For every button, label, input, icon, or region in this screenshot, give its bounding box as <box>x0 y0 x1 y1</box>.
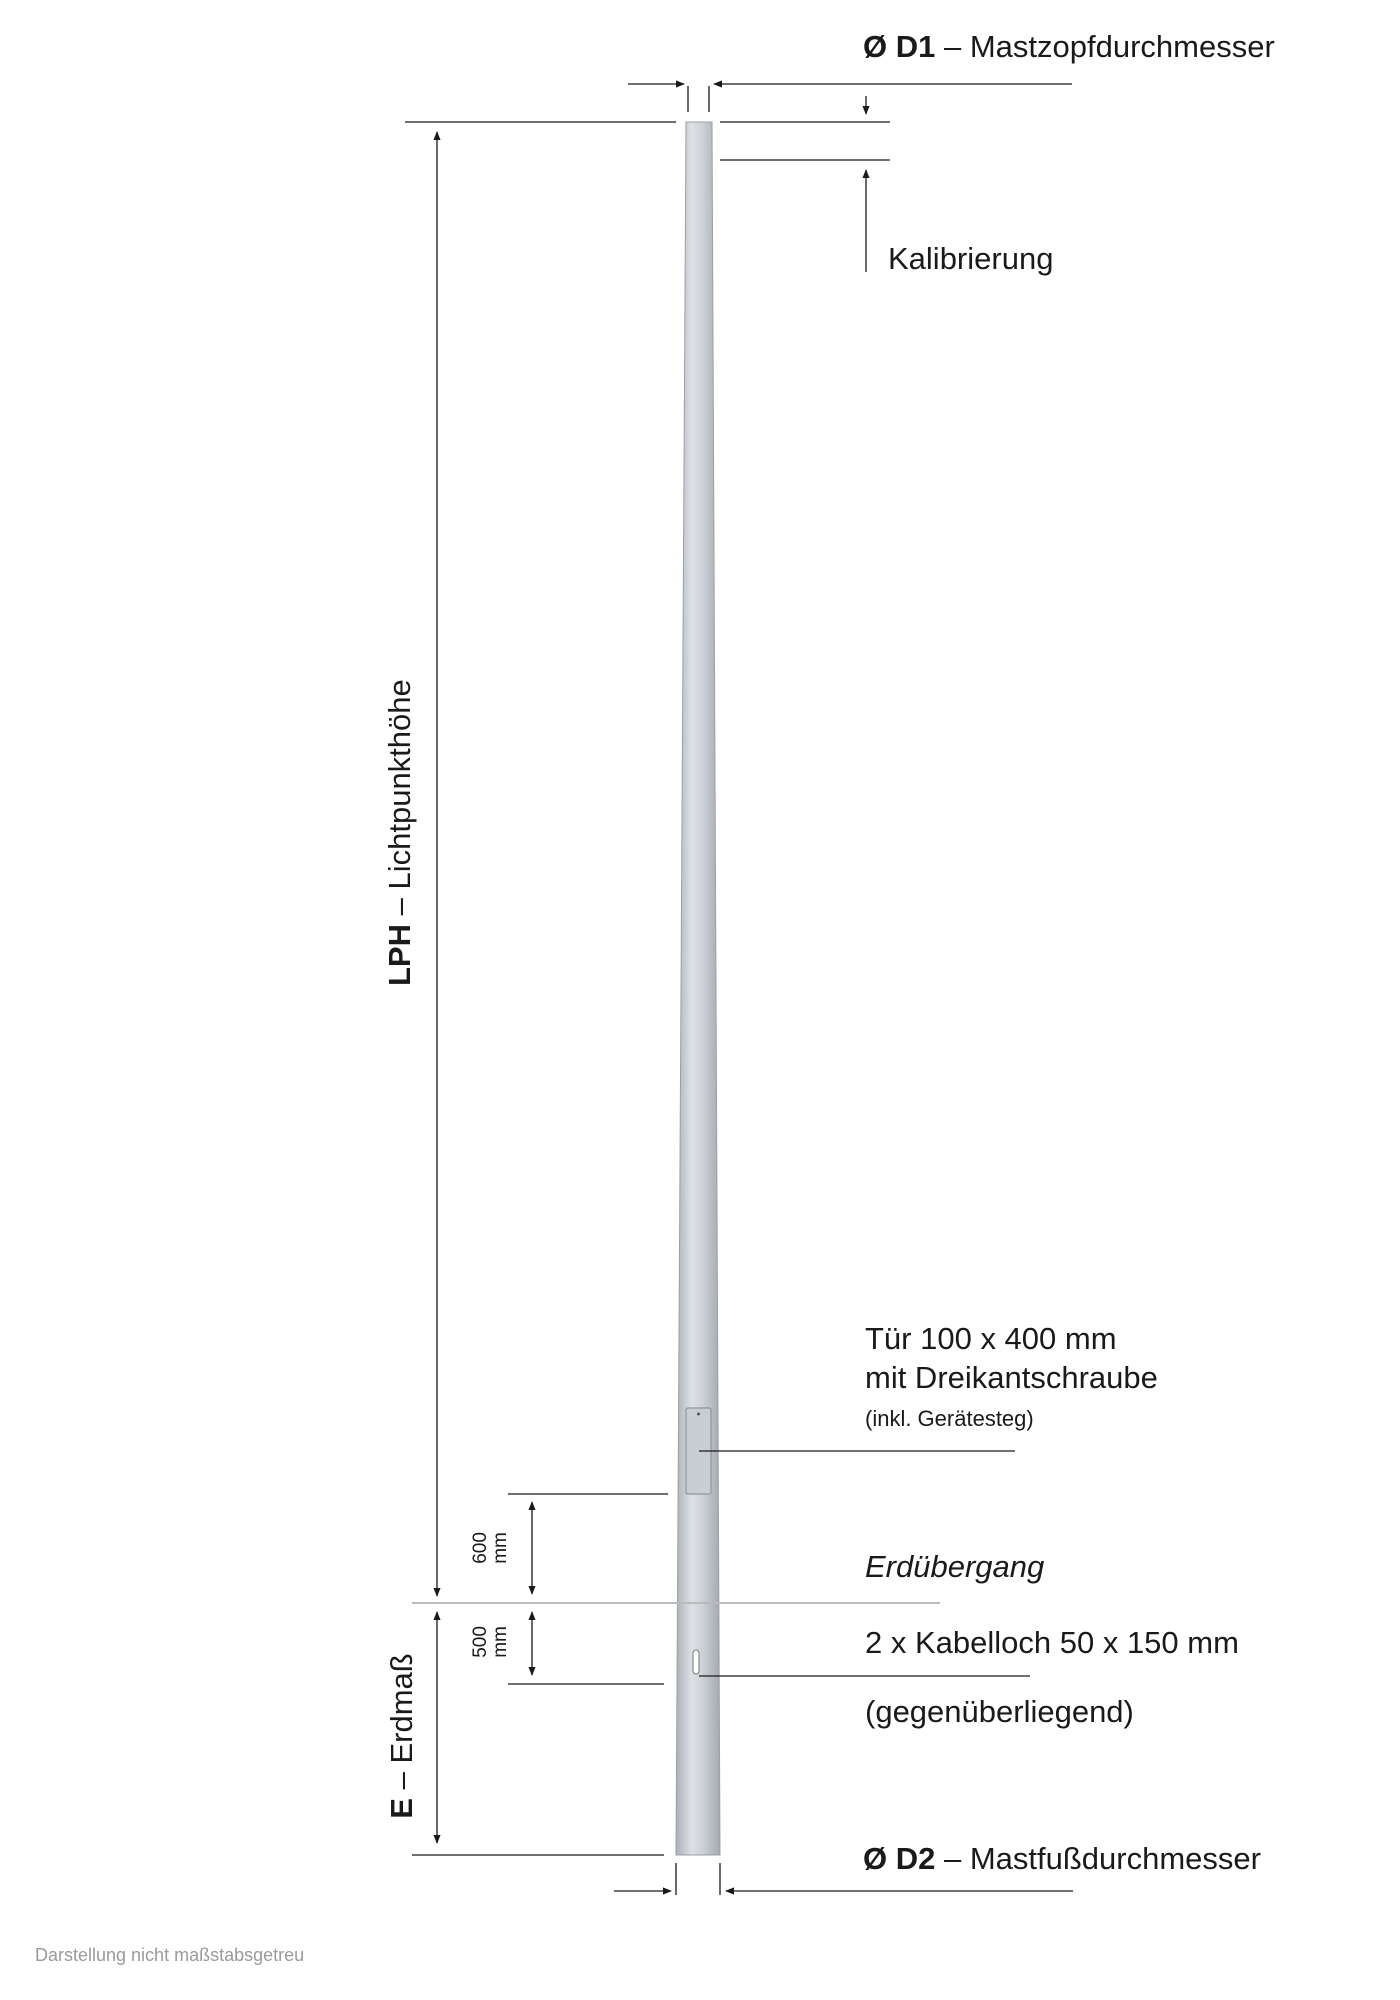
scale-disclaimer: Darstellung nicht maßstabsgetreu <box>35 1945 305 1965</box>
e-symbol: E <box>384 1798 419 1819</box>
lph-symbol: LPH <box>382 924 417 986</box>
pole-shaft <box>676 122 720 1855</box>
d2-label <box>863 1840 1261 1879</box>
dim-500-label <box>471 1609 511 1675</box>
door-label-line2: mit Dreikantschraube <box>865 1360 1158 1395</box>
dim-500-unit: mm <box>490 1626 511 1658</box>
dim-600-label <box>471 1515 511 1581</box>
d2-symbol: Ø D2 <box>863 1841 936 1876</box>
e-label <box>384 1636 420 1836</box>
door-label-line1: Tür 100 x 400 mm <box>865 1321 1117 1356</box>
dim-500-value: 500 <box>470 1626 492 1658</box>
cable-hole-note: (gegenüberliegend) <box>865 1694 1134 1729</box>
d2-text: – Mastfußdurchmesser <box>943 1841 1261 1876</box>
d1-label <box>863 28 1275 67</box>
e-text: – Erdmaß <box>384 1653 419 1790</box>
d1-symbol: Ø D1 <box>863 29 936 64</box>
door-label-line3: (inkl. Gerätesteg) <box>865 1406 1034 1431</box>
ground-transition-label: Erdübergang <box>865 1549 1045 1584</box>
lph-label <box>382 679 418 986</box>
dim-600-value: 600 <box>470 1532 492 1564</box>
door-screw <box>697 1413 700 1416</box>
dim-600-unit: mm <box>490 1532 511 1564</box>
calibration-label: Kalibrierung <box>888 241 1054 276</box>
cable-hole <box>693 1650 699 1674</box>
d1-text: – Mastzopfdurchmesser <box>943 29 1275 64</box>
lph-text: – Lichtpunkthöhe <box>382 679 417 916</box>
cable-hole-label: 2 x Kabelloch 50 x 150 mm <box>865 1625 1239 1660</box>
